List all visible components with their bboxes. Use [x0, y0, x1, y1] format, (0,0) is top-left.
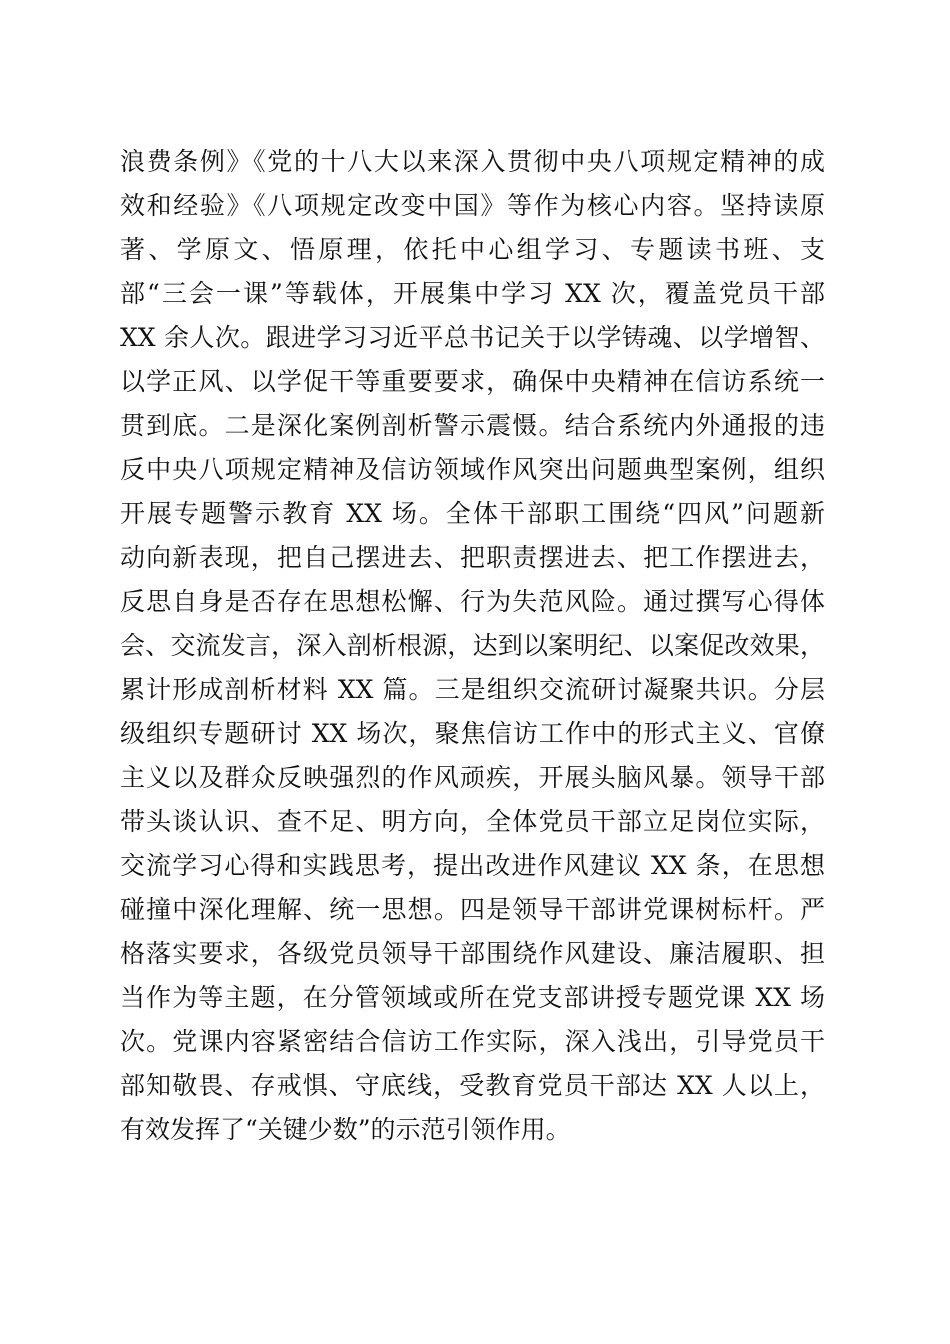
- text-line-5: XX 余人次。跟进学习习近平总书记关于以学铸魂、以学增智、: [120, 323, 825, 352]
- text-line-10: 动向新表现，把自己摆进去、把职责摆进去、把工作摆进去，: [120, 543, 825, 572]
- text-line-16: 带头谈认识、查不足、明方向，全体党员干部立足岗位实际，: [120, 807, 825, 836]
- text-line-17: 交流学习心得和实践思考，提出改进作风建议 XX 条，在思想: [120, 851, 825, 880]
- text-line-13: 累计形成剖析材料 XX 篇。三是组织交流研讨凝聚共识。分层: [120, 675, 825, 704]
- text-line-9: 开展专题警示教育 XX 场。全体干部职工围绕“四风”问题新: [120, 499, 825, 528]
- text-line-22: 部知敬畏、存戒惧、守底线，受教育党员干部达 XX 人以上，: [120, 1071, 825, 1100]
- text-line-3: 著、学原文、悟原理，依托中心组学习、专题读书班、支: [120, 235, 825, 264]
- text-line-14: 级组织专题研讨 XX 场次，聚焦信访工作中的形式主义、官僚: [120, 719, 825, 748]
- text-line-11: 反思自身是否存在思想松懈、行为失范风险。通过撰写心得体: [120, 587, 825, 616]
- text-line-1: 浪费条例》《党的十八大以来深入贯彻中央八项规定精神的成: [120, 147, 825, 176]
- text-line-19: 格落实要求，各级党员领导干部围绕作风建设、廉洁履职、担: [120, 939, 825, 968]
- text-line-18: 碰撞中深化理解、统一思想。四是领导干部讲党课树标杆。严: [120, 895, 825, 924]
- text-line-8: 反中央八项规定精神及信访领域作风突出问题典型案例，组织: [120, 455, 825, 484]
- text-line-23: 有效发挥了“关键少数”的示范引领作用。: [120, 1115, 571, 1144]
- text-line-4: 部“三会一课”等载体，开展集中学习 XX 次，覆盖党员干部: [120, 279, 825, 308]
- text-line-15: 主义以及群众反映强烈的作风顽疾，开展头脑风暴。领导干部: [120, 763, 825, 792]
- text-line-6: 以学正风、以学促干等重要要求，确保中央精神在信访系统一: [120, 367, 825, 396]
- text-line-20: 当作为等主题，在分管领域或所在党支部讲授专题党课 XX 场: [120, 983, 825, 1012]
- text-line-2: 效和经验》《八项规定改变中国》等作为核心内容。坚持读原: [120, 191, 825, 220]
- body-paragraph: [120, 140, 825, 1152]
- text-line-7: 贯到底。二是深化案例剖析警示震慑。结合系统内外通报的违: [120, 411, 825, 440]
- text-line-21: 次。党课内容紧密结合信访工作实际，深入浅出，引导党员干: [120, 1027, 825, 1056]
- text-line-12: 会、交流发言，深入剖析根源，达到以案明纪、以案促改效果，: [120, 631, 825, 660]
